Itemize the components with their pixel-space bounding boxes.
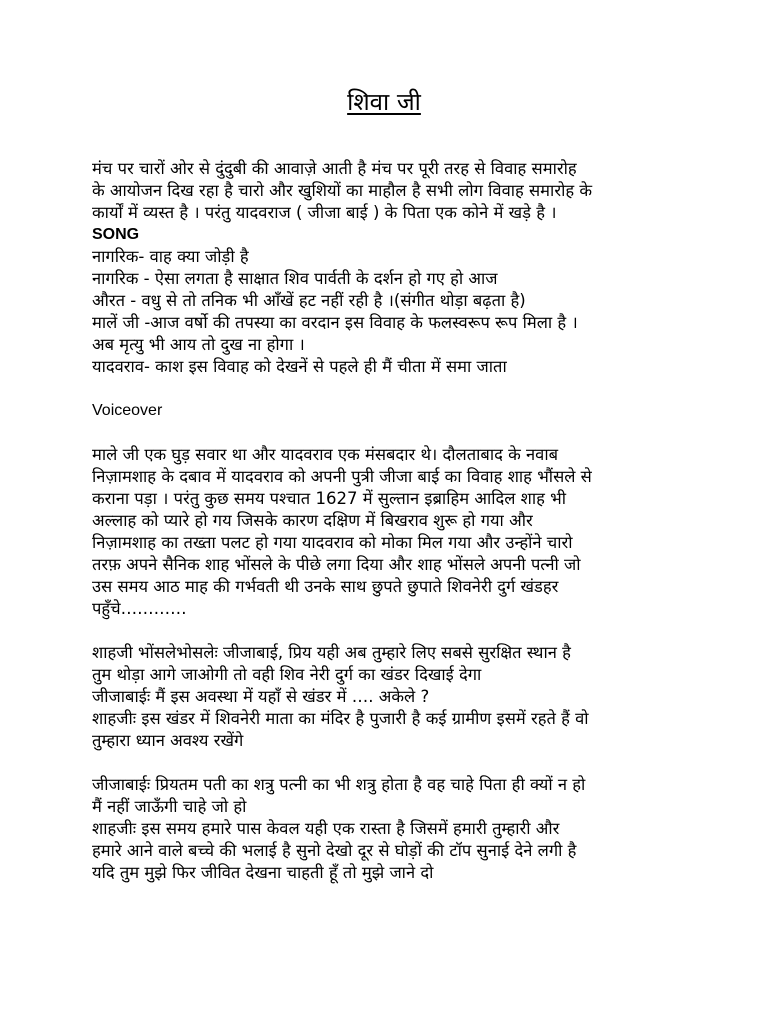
- text-line: मंच पर चारों ओर से दुंदुबी की आवाज़े आती है मंच पर पूरी तरह से विवाह समारोह: [92, 159, 577, 178]
- text-line: शाहजी भोंसलेभोसलेः जीजाबाई, प्रिय यही अब तुम्हारे लिए सबसे सुरक्षित स्थान है: [92, 643, 571, 662]
- song-heading: SONG: [92, 226, 140, 243]
- text-line: तुम थोड़ा आगे जाओगी तो वही शिव नेरी दुर्ग का खंडर दिखाई देगा: [92, 665, 482, 684]
- text-line: अल्लाह को प्यारे हो गय जिसके कारण दक्षिण में बिखराव शुरू हो गया और: [92, 511, 533, 530]
- dialogue-section-2: [92, 774, 682, 884]
- paragraph-gap: [92, 620, 682, 642]
- text-line: पहुँचे…………: [92, 599, 187, 618]
- text-line: तुम्हारा ध्यान अवश्य रखेंगे: [92, 731, 244, 750]
- text-line: के आयोजन दिख रहा है चारो और खुशियों का माहौल है सभी लोग विवाह समारोह के: [92, 181, 593, 200]
- text-line: कराना पड़ा । परंतु कुछ समय पश्चात 1627 में सुल्तान इब्राहिम आदिल शाह भी: [92, 489, 567, 508]
- paragraph-gap: [92, 378, 682, 400]
- text-line: अब मृत्यु भी आय तो दुख ना होगा ।: [92, 335, 305, 354]
- paragraph-gap: [92, 752, 682, 774]
- voiceover-heading: Voiceover: [92, 402, 163, 419]
- text-line: माले जी एक घुड़ सवार था और यादवराव एक मंसबदार थे। दौलताबाद के नवाब: [92, 445, 559, 464]
- text-line: नागरिक - ऐसा लगता है साक्षात शिव पार्वती के दर्शन हो गए हो आज: [92, 269, 498, 288]
- intro-paragraph: [92, 158, 682, 224]
- text-line: उस समय आठ माह की गर्भवती थी उनके साथ छुपते छुपाते शिवनेरी दुर्ग खंडहर: [92, 577, 559, 596]
- text-line: जीजाबाईः मैं इस अवस्था में यहाँ से खंडर में …. अकेले ?: [92, 687, 430, 706]
- text-line: मैं नहीं जाऊँगी चाहे जो हो: [92, 797, 247, 816]
- song-section: [92, 246, 682, 378]
- text-line: शाहजीः इस समय हमारे पास केवल यही एक रास्ता है जिसमें हमारी तुम्हारी और: [92, 819, 560, 838]
- text-line: कार्यों में व्यस्त है । परंतु यादवराज ( जीजा बाई ) के पिता एक कोने में खड़े है ।: [92, 203, 557, 222]
- text-line: हमारे आने वाले बच्चे की भलाई है सुनो देखो दूर से घोड़ों की टॉप सुनाई देने लगी है: [92, 841, 577, 860]
- text-line: शाहजीः इस खंडर में शिवनेरी माता का मंदिर है पुजारी है कई ग्रामीण इसमें रहते हैं वो: [92, 709, 589, 728]
- paragraph-gap: [92, 422, 682, 444]
- text-line: औरत - वधु से तो तनिक भी आँखें हट नहीं रही है ।(संगीत थोड़ा बढ़ता है): [92, 291, 526, 310]
- voiceover-paragraph: [92, 444, 682, 620]
- dialogue-section-1: [92, 642, 682, 752]
- text-line: नागरिक- वाह क्या जोड़ी है: [92, 247, 249, 266]
- document-body: [92, 158, 682, 884]
- text-line: मालें जी -आज वर्षो की तपस्या का वरदान इस विवाह के फलस्वरूप रूप मिला है ।: [92, 313, 578, 332]
- page-title: शिवा जी: [347, 88, 421, 116]
- text-line: जीजाबाईः प्रियतम पती का शत्रु पत्नी का भी शत्रु होता है वह चाहे पिता ही क्यों न हो: [92, 775, 586, 794]
- text-line: यदि तुम मुझे फिर जीवित देखना चाहती हूँ तो मुझे जाने दो: [92, 863, 434, 882]
- text-line: यादवराव- काश इस विवाह को देखनें से पहले ही मैं चीता में समा जाता: [92, 357, 507, 376]
- text-line: निज़ामशाह का तख्ता पलट हो गया यादवराव को मोका मिल गया और उन्होंने चारो: [92, 533, 573, 552]
- text-line: निज़ामशाह के दबाव में यादवराव को अपनी पुत्री जीजा बाई का विवाह शाह भौंसले से: [92, 467, 592, 486]
- text-line: तरफ़ अपने सैनिक शाह भोंसले के पीछे लगा दिया और शाह भोंसले अपनी पत्नी जो: [92, 555, 581, 574]
